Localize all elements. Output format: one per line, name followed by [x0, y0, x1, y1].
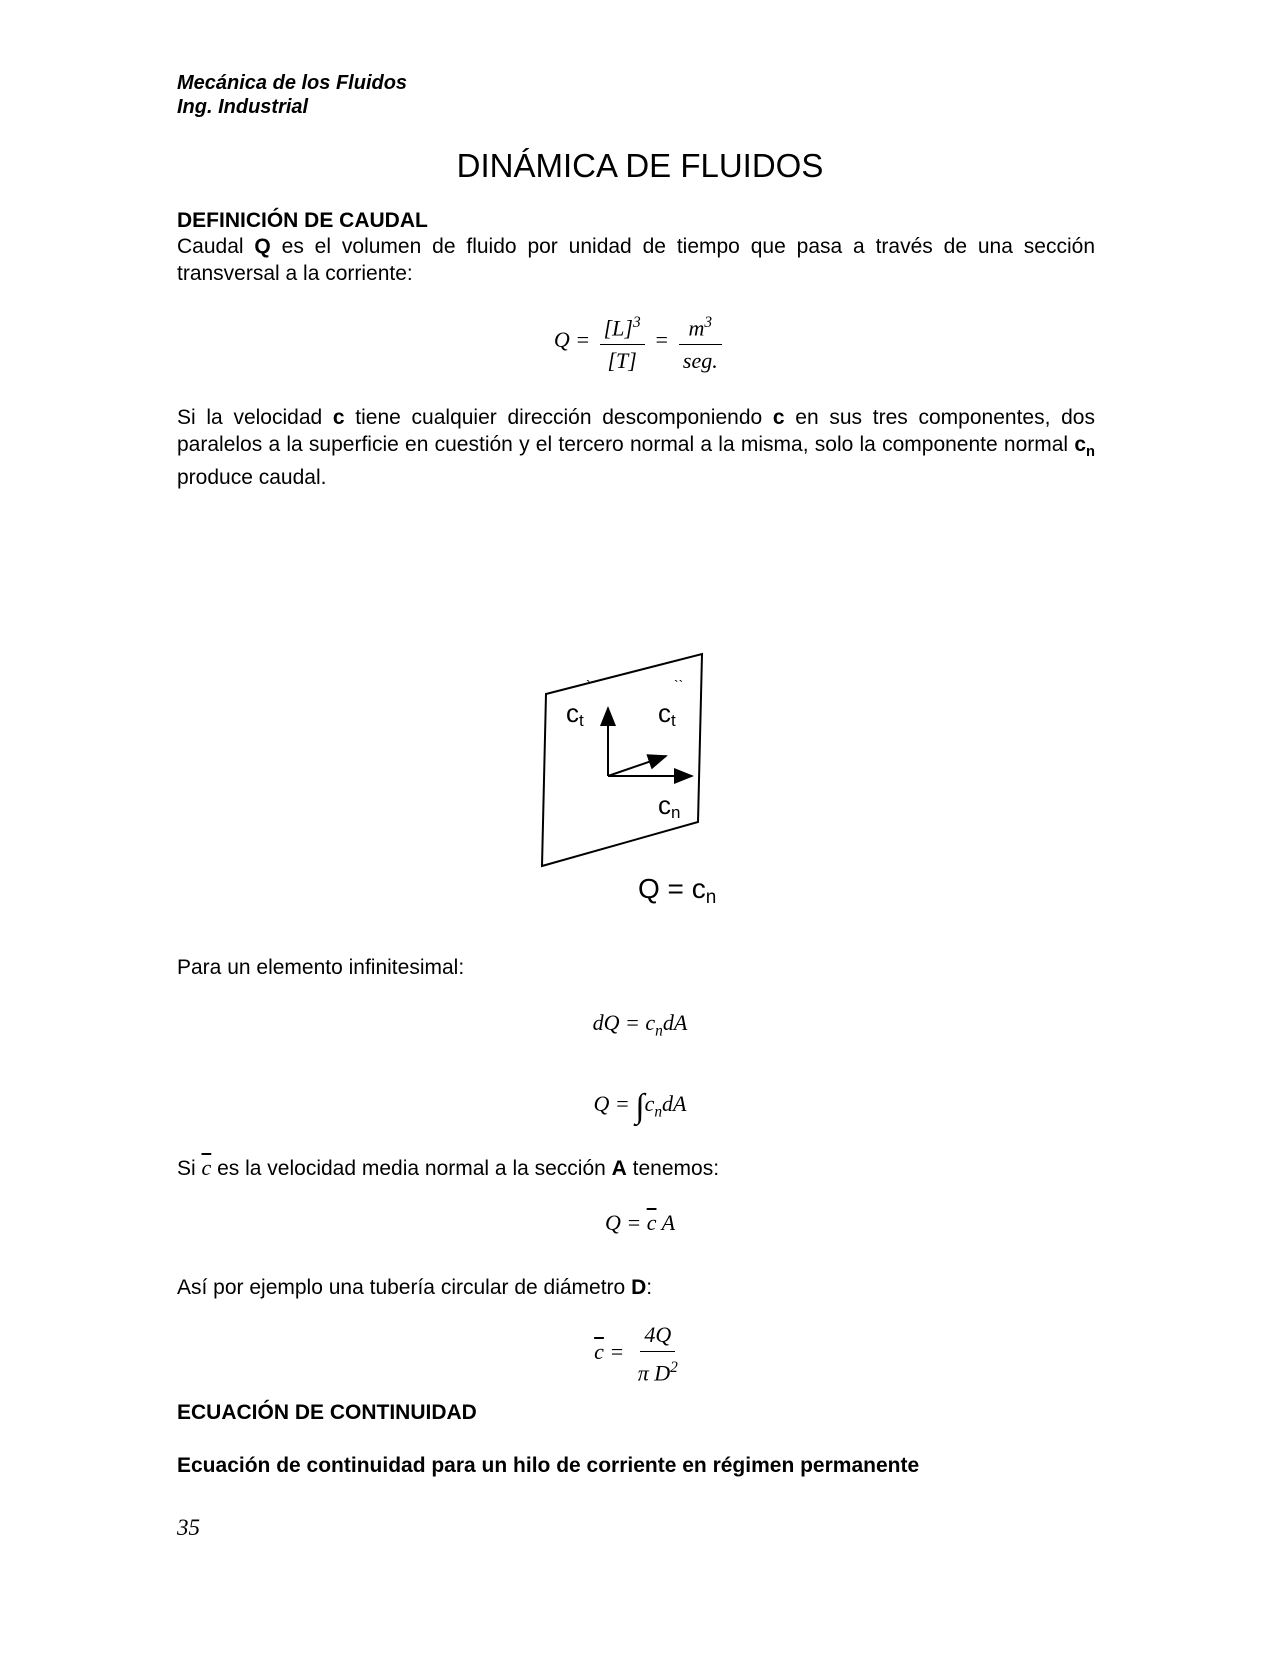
equation-mean-velocity-pipe	[0, 1322, 1280, 1386]
label-ct2: ct	[658, 698, 676, 730]
figure-caption: Q = cn	[638, 873, 717, 908]
arrow-ct2	[608, 756, 666, 776]
paragraph-caudal-definition	[177, 234, 1095, 287]
subscript: n	[655, 1022, 663, 1040]
dim-length: [L]	[603, 315, 633, 341]
symbol-d: D	[631, 1276, 647, 1299]
text-span: tiene cualquier dirección descomponiendo	[344, 406, 773, 429]
text-span: Caudal	[177, 235, 255, 258]
unit-second: seg.	[682, 348, 718, 374]
subscript: n	[1086, 443, 1095, 460]
symbol-c-bar: $\overline{c}$	[201, 1155, 212, 1180]
frac-den	[634, 1352, 682, 1386]
document-header-degree: Ing. Industrial	[177, 96, 309, 118]
symbol-a: A	[611, 1157, 627, 1180]
fraction-4q-pid2	[634, 1322, 682, 1386]
page-title: DINÁMICA DE FLUIDOS	[456, 147, 824, 184]
equals-sign: =	[654, 327, 670, 353]
frac-num: 4Q	[640, 1322, 675, 1352]
paragraph-velocity-components	[177, 405, 1095, 492]
eq-part: dA	[662, 1091, 687, 1116]
label-ct1-mark: `	[586, 677, 591, 693]
paragraph-mean-velocity	[177, 1155, 1095, 1183]
label-ct2-mark: ``	[674, 677, 684, 693]
text-span: tenemos:	[626, 1157, 720, 1180]
symbol-c: c	[772, 406, 785, 429]
page-number: 35	[177, 1515, 200, 1540]
frac-num	[679, 310, 723, 345]
subscript: n	[654, 1103, 663, 1121]
eq-part: c	[644, 1091, 655, 1116]
symbol-c: c	[1074, 432, 1087, 456]
text-span: Si	[177, 1157, 202, 1180]
eq-part: dQ = c	[592, 1010, 656, 1035]
eq-part: dA	[662, 1010, 688, 1035]
equation-caudal-units	[0, 310, 1280, 374]
fraction-units	[679, 310, 723, 374]
symbol-c: c	[332, 406, 345, 429]
equation-dq	[0, 1010, 1280, 1040]
integral-sign: ∫	[635, 1088, 645, 1125]
equals-sign: =	[609, 1339, 625, 1365]
text-span: Si la velocidad	[177, 406, 333, 429]
text-span: Así por ejemplo una tubería circular de diámetro	[177, 1276, 632, 1299]
frac-num	[600, 310, 645, 345]
symbol-c-bar: $\overline{c}$	[646, 1210, 657, 1235]
velocity-components-diagram	[520, 640, 740, 920]
text-span: es el volumen de fluido por unidad de tiempo que pasa a través de una sección transversal a la corriente:	[177, 235, 1095, 285]
equation-q-mean	[0, 1210, 1280, 1236]
exponent: 3	[632, 314, 641, 331]
section-heading-continuity: ECUACIÓN DE CONTINUIDAD	[177, 1401, 477, 1424]
eq-part: Q =	[604, 1210, 647, 1235]
text-span: produce caudal.	[177, 466, 327, 490]
unit-meter: m	[688, 315, 705, 341]
section-heading-caudal: DEFINICIÓN DE CAUDAL	[177, 209, 428, 232]
exponent: 2	[670, 1359, 678, 1376]
text-span: en sus tres componentes, dos paralelos a la superficie en cuestión y el tercero normal a la misma, solo la componente normal	[177, 406, 1095, 456]
equation-q-integral	[0, 1088, 1280, 1126]
symbol-q: Q	[254, 235, 271, 258]
eq-part: π D	[637, 1360, 671, 1386]
eq-lhs: Q =	[553, 327, 591, 353]
subsection-heading-continuity-streamline: Ecuación de continuidad para un hilo de corriente en régimen permanente	[177, 1454, 920, 1477]
fraction-dimensions	[600, 310, 645, 374]
text-span: es la velocidad media normal a la sección	[211, 1157, 612, 1180]
label-ct1: ct	[566, 698, 584, 730]
paragraph-infinitesimal: Para un elemento infinitesimal:	[177, 956, 465, 979]
paragraph-pipe-example	[177, 1275, 1095, 1302]
symbol-c-bar: $\overline{c}$	[594, 1339, 604, 1365]
eq-part: Q =	[593, 1091, 636, 1116]
text-span: :	[646, 1276, 653, 1299]
dim-time: [T]	[607, 348, 637, 374]
exponent: 3	[704, 314, 713, 331]
symbol-cn	[1074, 432, 1095, 460]
eq-part: A	[656, 1210, 676, 1235]
label-cn: cn	[658, 790, 681, 822]
document-header-course: Mecánica de los Fluidos	[177, 72, 408, 94]
